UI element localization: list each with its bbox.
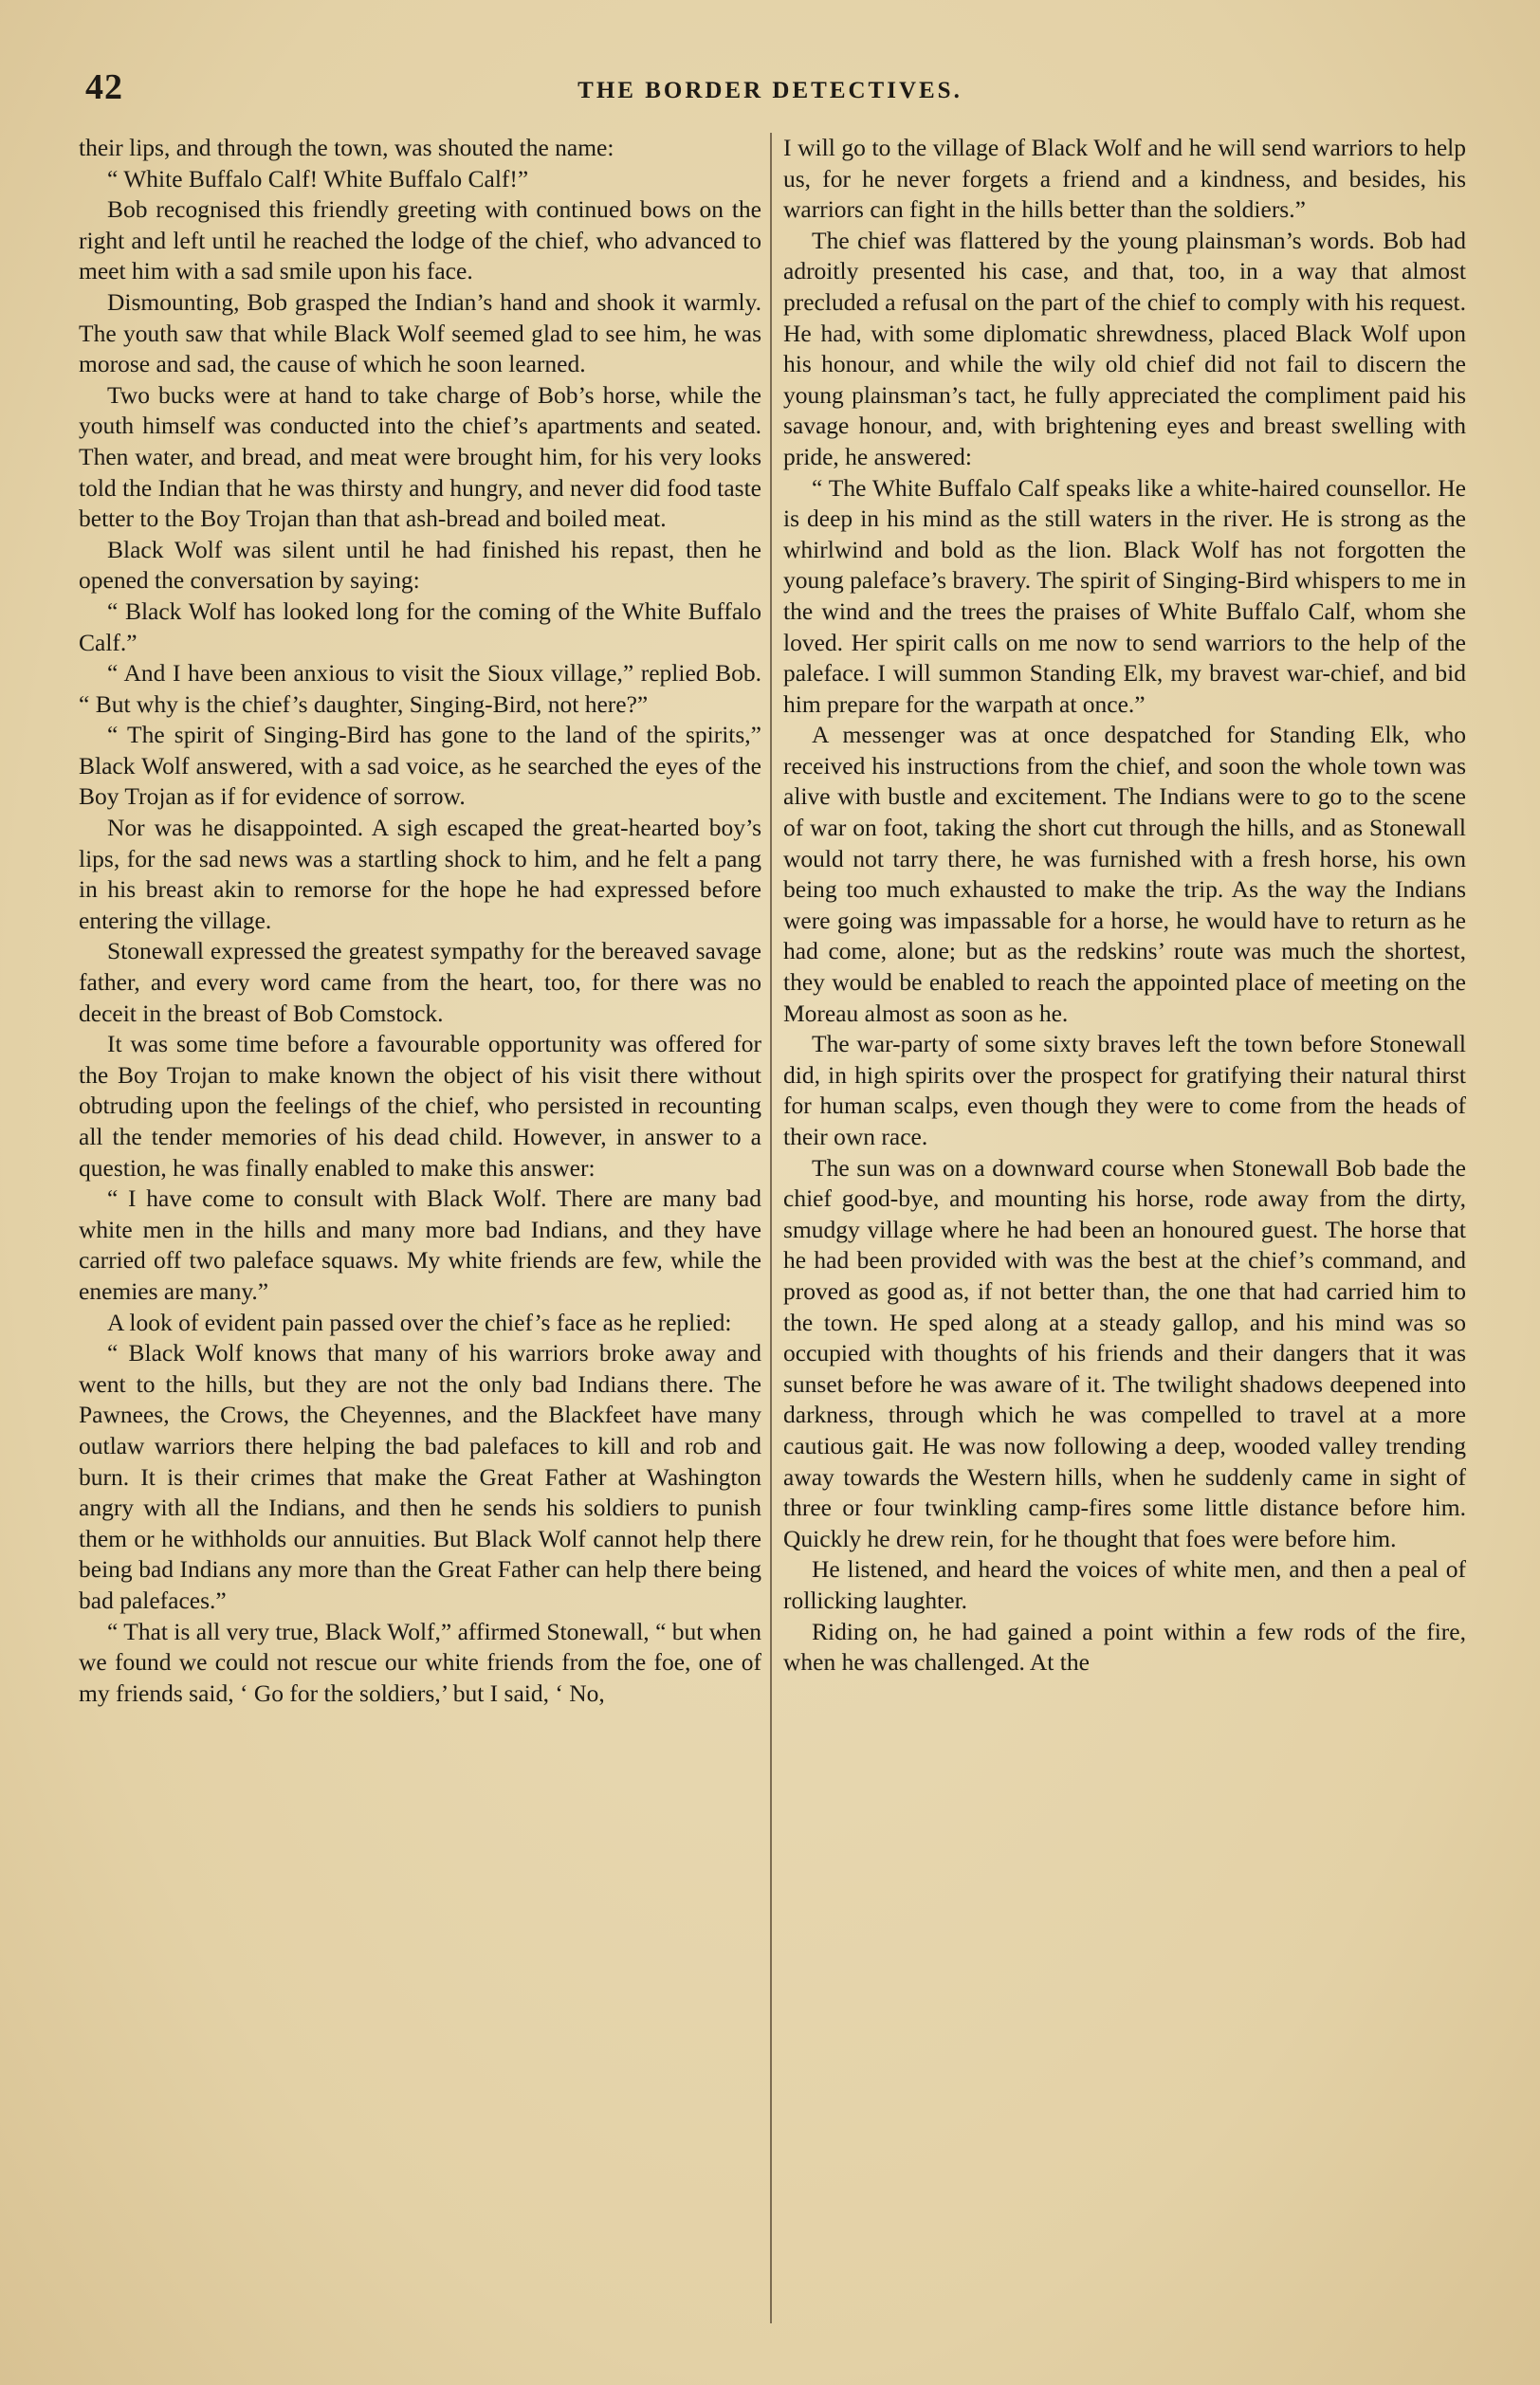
left-column <box>79 133 761 2333</box>
paragraph: He listened, and heard the voices of white men, and then a peal of rollicking laughter. <box>783 1555 1466 1614</box>
paragraph: Two bucks were at hand to take charge of Bob’s horse, while the youth himself was conducted into the chief’s apartments and seated. Then water, and bread, and meat were brought him, for his very looks told the Indian that he was thirsty and hungry, and never did food taste better to the Boy Trojan than that ash-bread and boiled meat. <box>79 380 761 533</box>
paragraph: The sun was on a downward course when Stonewall Bob bade the chief good-bye, and mounting his horse, rode away from the dirty, smudgy village where he had been an honoured guest. The horse that he had been provided with was the best at the chief’s command, and proved as good as, if not better than, the one that had carried him to the town. He sped along at a steady gallop, and his mind was so occupied with thoughts of his friends and their dangers that it was sunset before he was aware of it. The twilight shadows deepened into darkness, through which he was compelled to travel at a more cautious gait. He was now following a deep, wooded valley trending away towards the Western hills, when he suddenly came in sight of three or four twinkling camp-fires some little distance before him. Quickly he drew rein, for he thought that foes were before him. <box>783 1153 1466 1552</box>
paragraph: The war-party of some sixty braves left the town before Stonewall did, in high spirits over the prospect for gratifying their natural thirst for human scalps, even though they were to come from the heads of their own race. <box>783 1030 1466 1150</box>
paragraph: I will go to the village of Black Wolf and he will send warriors to help us, for he never forgets a friend and a kindness, and besides, his warriors can fight in the hills better than the soldiers.” <box>783 134 1466 224</box>
paragraph: It was some time before a favourable opportunity was offered for the Boy Trojan to make known the object of his visit there without obtruding upon the feelings of the chief, who persisted in recounting all the tender memories of his dead child. However, in answer to a question, he was finally enabled to make this answer: <box>79 1030 761 1182</box>
paragraph: Black Wolf was silent until he had finished his repast, then he opened the conversation by saying: <box>79 535 761 595</box>
paragraph: Riding on, he had gained a point within a few rods of the fire, when he was challenged. At the <box>783 1617 1466 1677</box>
paragraph: “ And I have been anxious to visit the Sioux village,” replied Bob. “ But why is the chief’s daughter, Singing-Bird, not here?” <box>79 659 761 718</box>
running-title: THE BORDER DETECTIVES. <box>578 78 962 103</box>
page-number: 42 <box>85 67 123 107</box>
page-header <box>76 66 1464 114</box>
paragraph: “ The spirit of Singing-Bird has gone to the land of the spirits,” Black Wolf answered, with a sad voice, as he searched the eyes of the Boy Trojan as if for evidence of sorrow. <box>79 721 761 811</box>
paragraph: The chief was flattered by the young plainsman’s words. Bob had adroitly presented his case, and that, too, in a way that almost precluded a refusal on the part of the chief to comply with his request. He had, with some diplomatic shrewdness, placed Black Wolf upon his honour, and while the wily old chief did not fail to discern the young plainsman’s tact, he fully appreciated the compliment paid his savage honour, and, with brightening eyes and breast swelling with pride, he answered: <box>783 226 1466 470</box>
paragraph: A messenger was at once despatched for Standing Elk, who received his instructions from the chief, and soon the whole town was alive with bustle and excitement. The Indians were to go to the scene of war on foot, taking the short cut through the hills, and as Stonewall would not tarry there, he was furnished with a fresh horse, his own being too much exhausted to make the trip. As the way the Indians were going was impassable for a horse, he would have to return as he had come, alone; but as the redskins’ route was much the shortest, they would be enabled to reach the appointed place of meeting on the Moreau almost as soon as he. <box>783 721 1466 1027</box>
paragraph: “ White Buffalo Calf! White Buffalo Calf!” <box>107 164 529 193</box>
paragraph: Stonewall expressed the greatest sympathy for the bereaved savage father, and every word came from the heart, too, for there was no deceit in the breast of Bob Comstock. <box>79 937 761 1027</box>
column-divider <box>770 133 772 2323</box>
paragraph: “ Black Wolf knows that many of his warriors broke away and went to the hills, but they are not the only bad Indians there. The Pawnees, the Crows, the Cheyennes, and the Blackfeet have many outlaw warriors there helping the bad palefaces to kill and rob and burn. It is their crimes that make the Great Father at Washington angry with all the Indians, and then he sends his soldiers to punish them or he withholds our annuities. But Black Wolf cannot help there being bad Indians any more than the Great Father can help there being bad palefaces.” <box>79 1339 761 1614</box>
paragraph: “ I have come to consult with Black Wolf. There are many bad white men in the hills and many more bad Indians, and they have carried off two paleface squaws. My white friends are few, while the enemies are many.” <box>79 1184 761 1305</box>
paragraph: their lips, and through the town, was shouted the name: <box>79 134 614 161</box>
paragraph: “ That is all very true, Black Wolf,” affirmed Stonewall, “ but when we found we could not rescue our white friends from the foe, one of my friends said, ‘ Go for the soldiers,’ but I said, ‘ No, <box>79 1617 761 1707</box>
paragraph: Dismounting, Bob grasped the Indian’s hand and shook it warmly. The youth saw that while Black Wolf seemed glad to see him, he was morose and sad, the cause of which he soon learned. <box>79 287 761 378</box>
paragraph: Bob recognised this friendly greeting with continued bows on the right and left until he reached the lodge of the chief, who advanced to meet him with a sad smile upon his face. <box>79 195 761 285</box>
right-column <box>783 133 1466 2333</box>
paragraph: A look of evident pain passed over the chief’s face as he replied: <box>107 1308 732 1336</box>
paragraph: Nor was he disappointed. A sigh escaped the great-hearted boy’s lips, for the sad news was a startling shock to him, and he felt a pang in his breast akin to remorse for the hope he had expressed before entering the village. <box>79 814 761 934</box>
paragraph: “ Black Wolf has looked long for the coming of the White Buffalo Calf.” <box>79 596 761 656</box>
paragraph: “ The White Buffalo Calf speaks like a white-haired counsellor. He is deep in his mind as the still waters in the river. He is strong as the whirlwind and bold as the lion. Black Wolf has not forgotten the young paleface’s bravery. The spirit of Singing-Bird whispers to me in the wind and the trees the praises of White Buffalo Calf, whom she loved. Her spirit calls on me now to send warriors to the help of the paleface. I will summon Standing Elk, my bravest war-chief, and bid him prepare for the warpath at once.” <box>783 473 1466 718</box>
